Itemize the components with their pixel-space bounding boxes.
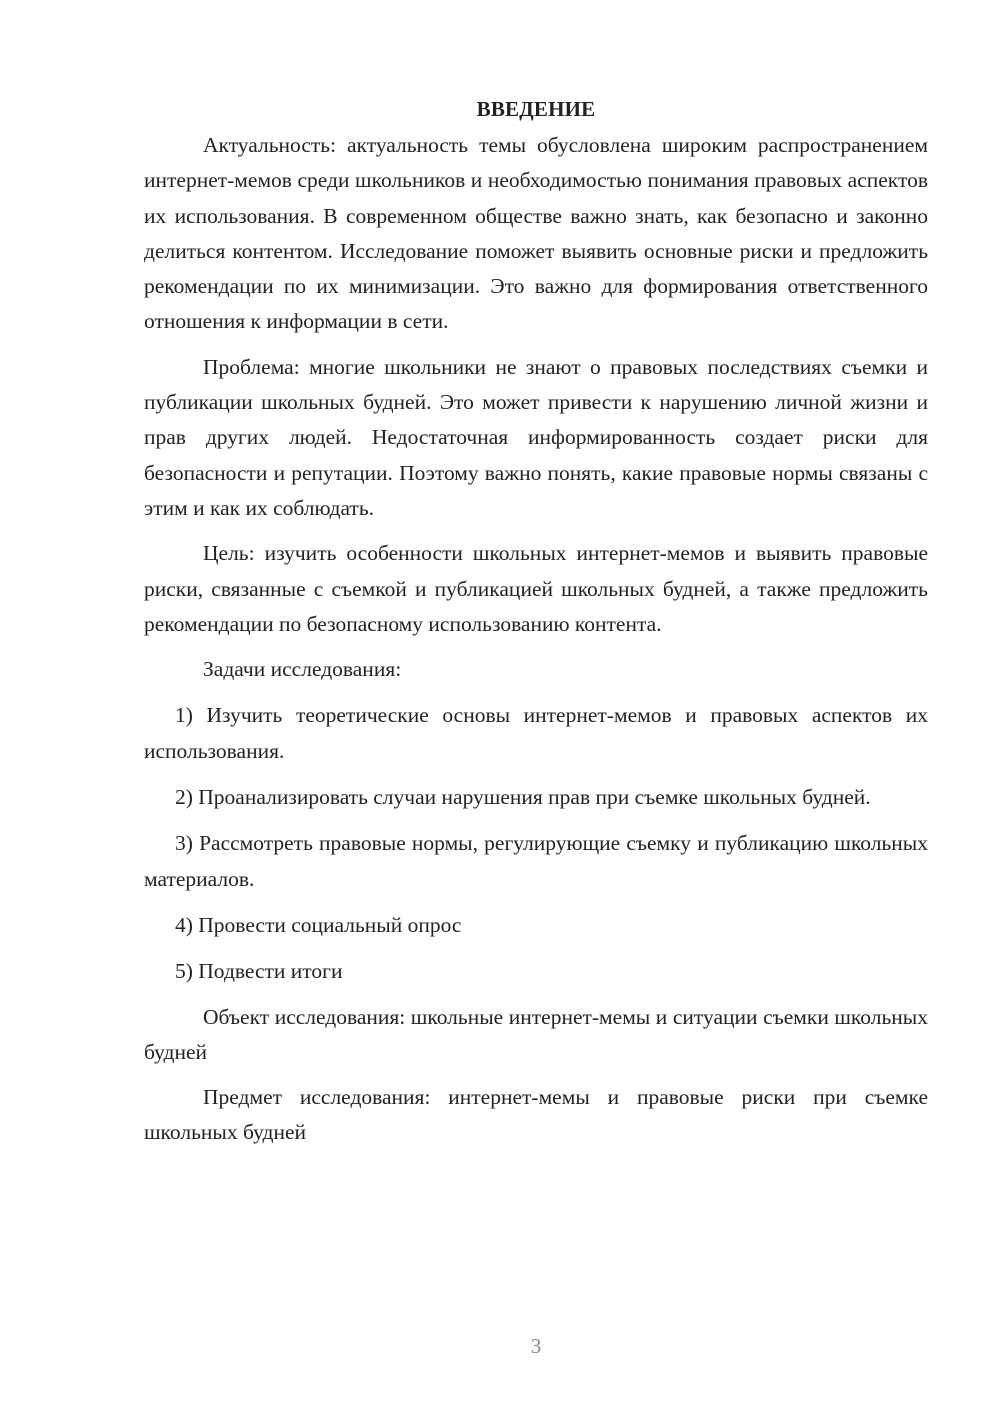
document-body bbox=[144, 92, 928, 1151]
task-item-2: 2) Проанализировать случаи нарушения прав при съемке школьных будней. bbox=[175, 785, 871, 810]
relevance-paragraph: Актуальность: актуальность темы обусловлена широким распространением интернет-мемов среди школьников и необходимостью понимания правовых аспектов их использования. В современном обществе важно знать, как безопасно и законно делиться контентом. Исследование поможет выявить основные риски и предложить рекомендации по их минимизации. Это важно для формирования ответственного отношения к информации в сети. bbox=[144, 133, 928, 334]
object-paragraph: Объект исследования: школьные интернет-мемы и ситуации съемки школьных будней bbox=[144, 1004, 928, 1064]
problem-paragraph: Проблема: многие школьники не знают о правовых последствиях съемки и публикации школьных будней. Это может привести к нарушению личной жизни и прав других людей. Недостаточная информированность создает риски для безопасности и репутации. Поэтому важно понять, какие правовые нормы связаны с этим и как их соблюдать. bbox=[144, 354, 928, 520]
tasks-list bbox=[144, 698, 928, 989]
page-number: 3 bbox=[530, 1334, 542, 1358]
task-item-3: 3) Рассмотреть правовые нормы, регулирующие съемку и публикацию школьных материалов. bbox=[144, 831, 928, 891]
task-item-1: 1) Изучить теоретические основы интернет-мемов и правовых аспектов их использования. bbox=[144, 703, 928, 763]
page-title: ВВЕДЕНИЕ bbox=[476, 97, 596, 121]
goal-paragraph: Цель: изучить особенности школьных интернет-мемов и выявить правовые риски, связанные с съемкой и публикацией школьных будней, а также предложить рекомендации по безопасному использованию контента. bbox=[144, 541, 928, 636]
task-item-4: 4) Провести социальный опрос bbox=[175, 912, 462, 937]
task-item-5: 5) Подвести итоги bbox=[175, 959, 343, 984]
tasks-heading: Задачи исследования: bbox=[203, 657, 402, 682]
subject-paragraph: Предмет исследования: интернет-мемы и правовые риски при съемке школьных будней bbox=[144, 1085, 928, 1145]
